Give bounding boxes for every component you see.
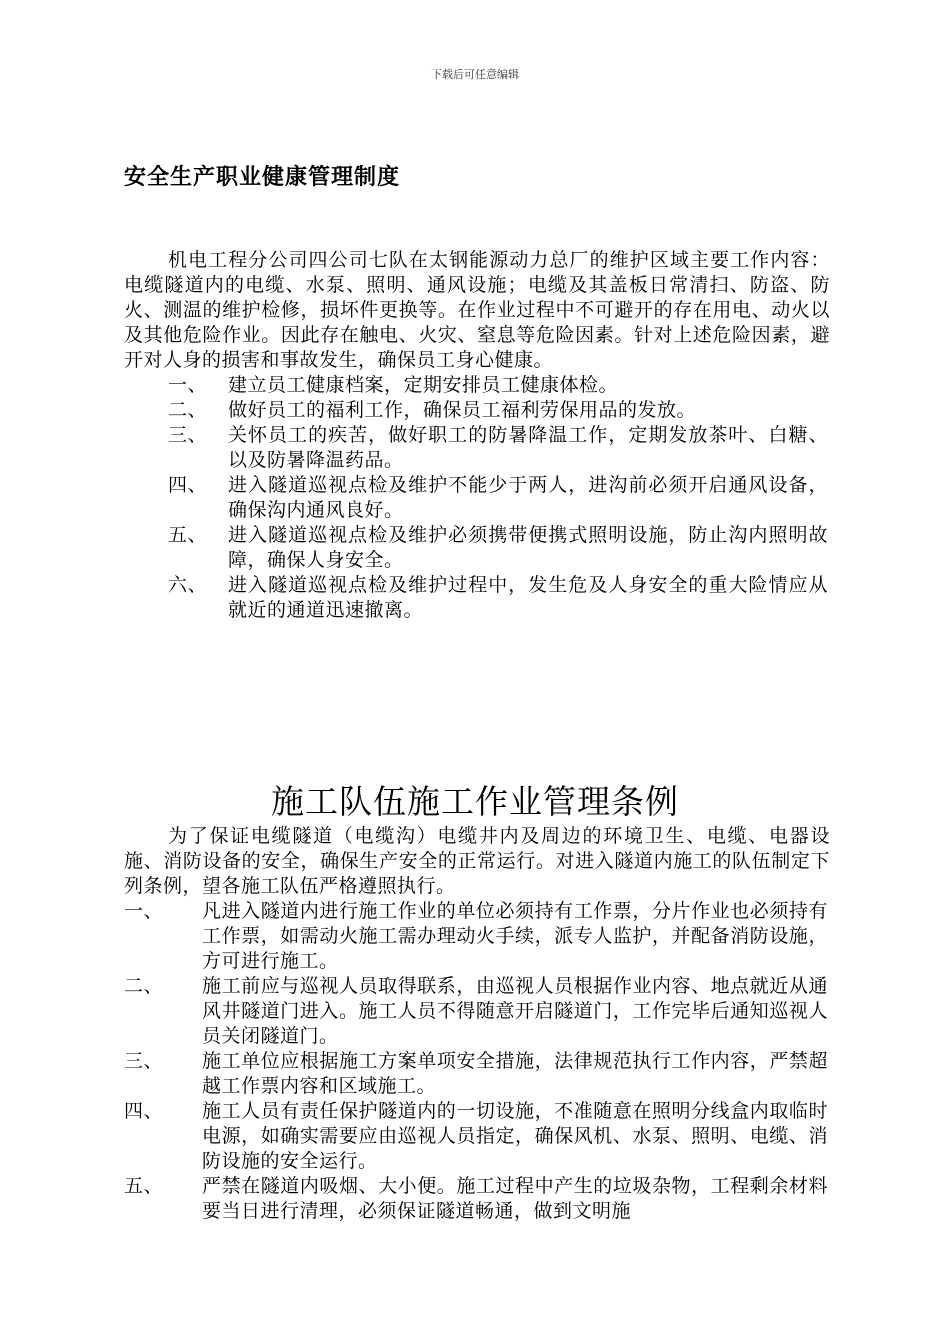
- item-text: 建立员工健康档案，定期安排员工健康体检。: [228, 374, 619, 396]
- item-number: 三、: [168, 424, 208, 446]
- section1-item: [124, 523, 830, 573]
- section2-body: [124, 824, 830, 1224]
- section1-item: [124, 573, 830, 623]
- section1-title: 安全生产职业健康管理制度: [124, 164, 401, 190]
- item-number: 三、: [124, 1050, 164, 1072]
- item-number: 四、: [124, 1100, 164, 1122]
- section2-intro: 为了保证电缆隧道（电缆沟）电缆井内及周边的环境卫生、电缆、电器设施、消防设备的安全，确保生产安全的正常运行。对进入隧道内施工的队伍制定下列条例，望各施工队伍严格遵照执行。: [124, 825, 830, 897]
- item-text: 严禁在隧道内吸烟、大小便。施工过程中产生的垃圾杂物，工程剩余材料要当日进行清理，必须保证隧道畅通，做到文明施: [202, 1175, 828, 1222]
- item-text: 关怀员工的疾苦，做好职工的防暑降温工作，定期发放茶叶、白糖、以及防暑降温药品。: [228, 424, 828, 471]
- item-number: 六、: [168, 574, 208, 596]
- item-text: 凡进入隧道内进行施工作业的单位必须持有工作票，分片作业也必须持有工作票，如需动火施工需办理动火手续，派专人监护，并配备消防设施，方可进行施工。: [202, 900, 828, 972]
- section2-item: [124, 1174, 830, 1224]
- item-text: 进入隧道巡视点检及维护必须携带便携式照明设施，防止沟内照明故障，确保人身安全。: [228, 524, 828, 571]
- item-number: 二、: [124, 975, 164, 997]
- section1-item: [124, 423, 830, 473]
- item-text: 进入隧道巡视点检及维护过程中，发生危及人身安全的重大险情应从就近的通道迅速撤离。: [228, 574, 828, 621]
- section2-item: [124, 1049, 830, 1099]
- item-number: 五、: [168, 524, 208, 546]
- item-text: 做好员工的福利工作，确保员工福利劳保用品的发放。: [228, 399, 697, 421]
- item-number: 一、: [124, 900, 164, 922]
- item-number: 一、: [168, 374, 208, 396]
- section1-item: [124, 373, 830, 398]
- item-number: 五、: [124, 1175, 164, 1197]
- section1-item: [124, 398, 830, 423]
- item-text: 进入隧道巡视点检及维护不能少于两人，进沟前必须开启通风设备，确保沟内通风良好。: [228, 474, 828, 521]
- section2-item: [124, 1099, 830, 1174]
- section1-body: [124, 248, 830, 623]
- item-text: 施工单位应根据施工方案单项安全措施，法律规范执行工作内容，严禁超越工作票内容和区域施工。: [202, 1050, 828, 1097]
- item-text: 施工人员有责任保护隧道内的一切设施，不准随意在照明分线盒内取临时电源，如确实需要应由巡视人员指定，确保风机、水泵、照明、电缆、消防设施的安全运行。: [202, 1100, 828, 1172]
- header-note: 下载后可任意编辑: [431, 68, 519, 81]
- section1-item: [124, 473, 830, 523]
- item-number: 四、: [168, 474, 208, 496]
- section2-item: [124, 899, 830, 974]
- item-text: 施工前应与巡视人员取得联系，由巡视人员根据作业内容、地点就近从通风井隧道门进入。施工人员不得随意开启隧道门，工作完毕后通知巡视人员关闭隧道门。: [202, 975, 828, 1047]
- section2-title: 施工队伍施工作业管理条例: [271, 782, 679, 821]
- section1-intro: 机电工程分公司四公司七队在太钢能源动力总厂的维护区域主要工作内容：电缆隧道内的电缆、水泵、照明、通风设施；电缆及其盖板日常清扫、防盗、防火、测温的维护检修，损坏件更换等。在作业过程中不可避开的存在用电、动火以及其他危险作业。因此存在触电、火灾、窒息等危险因素。针对上述危险因素，避开对人身的损害和事故发生，确保员工身心健康。: [124, 249, 830, 371]
- item-number: 二、: [168, 399, 208, 421]
- section2-item: [124, 974, 830, 1049]
